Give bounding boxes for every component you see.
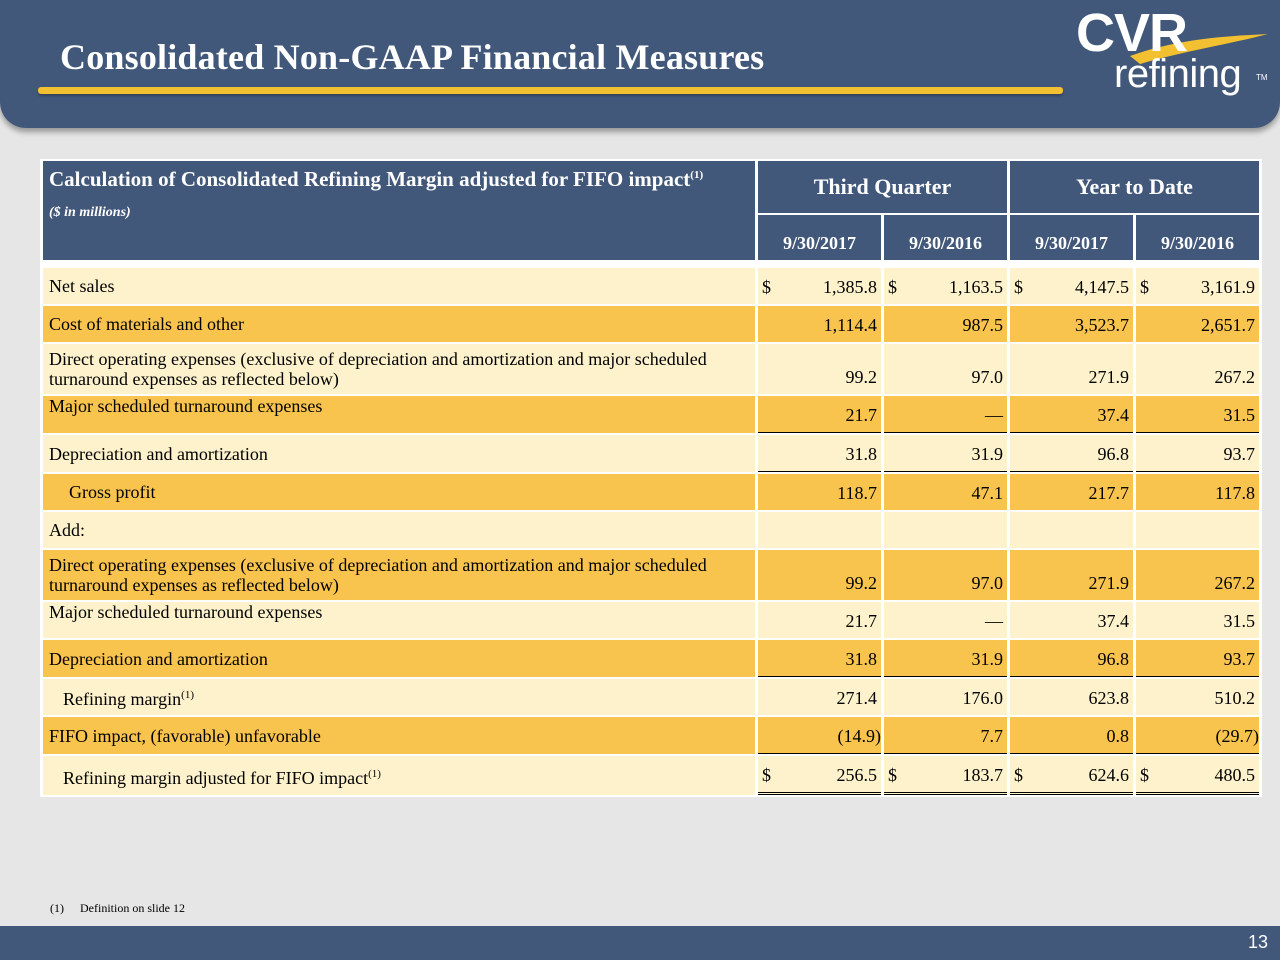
currency-symbol: $ [888, 277, 897, 297]
row-label: Refining margin$^{(1)}$ [43, 679, 755, 715]
cell-value: (14.9) [758, 717, 881, 754]
row-label: Gross profit [43, 474, 755, 510]
cell-value: 31.9 [884, 435, 1007, 472]
column-header-date: 9/30/2017 [758, 215, 881, 260]
column-group-third-quarter: Third Quarter [758, 161, 1007, 213]
currency-symbol: $ [1140, 277, 1149, 297]
cell-value: 117.8 [1136, 474, 1259, 510]
slide-header [0, 0, 1280, 135]
cell-value: 31.5 [1136, 602, 1259, 638]
title-underline [38, 87, 1063, 94]
footnote-ref: (1) [368, 767, 381, 780]
table-row [43, 679, 1259, 715]
cell-value: 93.7 [1136, 435, 1259, 472]
cell-value: 623.8 [1010, 679, 1133, 715]
cell-value [758, 512, 881, 548]
logo-trademark: TM [1256, 73, 1268, 82]
table-title: Calculation of Consolidated Refining Margin adjusted for FIFO impact [49, 167, 691, 191]
logo-wordmark-top: CVR [1076, 3, 1188, 63]
cell-value [1136, 512, 1259, 548]
column-header-date: 9/30/2017 [1010, 215, 1133, 260]
cell-value: 271.9 [1010, 550, 1133, 600]
column-group-year-to-date: Year to Date [1010, 161, 1259, 213]
currency-symbol: $ [888, 765, 897, 785]
table-row [43, 717, 1259, 754]
row-label: Depreciation and amortization [43, 435, 755, 472]
currency-symbol: $ [1014, 765, 1023, 785]
currency-symbol: $ [1140, 765, 1149, 785]
cell-value: 93.7 [1136, 640, 1259, 677]
currency-symbol: $ [1014, 277, 1023, 297]
row-label: Major scheduled turnaround expenses [43, 602, 755, 638]
footnote [50, 901, 185, 916]
cell-value: $ 624.6 [1010, 756, 1133, 795]
table-row [43, 640, 1259, 677]
row-label: FIFO impact, (favorable) unfavorable [43, 717, 755, 754]
cell-value: (29.7) [1136, 717, 1259, 754]
page-number: 13 [1247, 932, 1268, 952]
cell-value: 21.7 [758, 396, 881, 433]
table-row [43, 474, 1259, 510]
cell-value: 7.7 [884, 717, 1007, 754]
table-units: ($ in millions) [49, 205, 131, 220]
cell-value: 267.2 [1136, 344, 1259, 394]
cell-value: $ 3,161.9 [1136, 268, 1259, 304]
table-row [43, 756, 1259, 795]
table-row [43, 396, 1259, 433]
cell-value [884, 512, 1007, 548]
company-logo [1070, 3, 1270, 102]
cell-value: 96.8 [1010, 640, 1133, 677]
cell-value: 987.5 [884, 306, 1007, 342]
cell-value: 21.7 [758, 602, 881, 638]
cell-value: 99.2 [758, 550, 881, 600]
cell-value: 118.7 [758, 474, 881, 510]
cell-value: $ 183.7 [884, 756, 1007, 795]
cell-value: $ 480.5 [1136, 756, 1259, 795]
cell-value: 271.4 [758, 679, 881, 715]
table-row [43, 344, 1259, 394]
row-label: Add: [43, 512, 755, 548]
footnote-ref: (1) [181, 689, 194, 701]
cell-value: 271.9 [1010, 344, 1133, 394]
cell-value: 31.8 [758, 640, 881, 677]
cell-value: 97.0 [884, 550, 1007, 600]
row-label: Refining margin adjusted for FIFO impact$^{(1)}$ [43, 756, 755, 795]
row-label: Direct operating expenses (exclusive of depreciation and amortization and major scheduled turnaround expenses as reflected below) [43, 550, 755, 600]
refining-margin-table [40, 159, 1260, 797]
cell-value: $ 1,163.5 [884, 268, 1007, 304]
cell-value: 96.8 [1010, 435, 1133, 472]
table-row [43, 512, 1259, 548]
cell-value: 0.8 [1010, 717, 1133, 754]
cell-value: 31.9 [884, 640, 1007, 677]
row-label: Direct operating expenses (exclusive of depreciation and amortization and major scheduled turnaround expenses as reflected below) [43, 344, 755, 394]
column-header-date: 9/30/2016 [1136, 215, 1259, 260]
cell-value: 176.0 [884, 679, 1007, 715]
footnote-number: (1) [50, 901, 64, 915]
cell-value: 3,523.7 [1010, 306, 1133, 342]
cell-value: 217.7 [1010, 474, 1133, 510]
cell-value: $ 4,147.5 [1010, 268, 1133, 304]
row-label: Depreciation and amortization [43, 640, 755, 677]
cell-value: — [884, 396, 1007, 433]
cell-value: 2,651.7 [1136, 306, 1259, 342]
row-label: Major scheduled turnaround expenses [43, 396, 755, 433]
cell-value: $ 256.5 [758, 756, 881, 795]
cell-value: 267.2 [1136, 550, 1259, 600]
column-header-date: 9/30/2016 [884, 215, 1007, 260]
cell-value: 31.5 [1136, 396, 1259, 433]
footnote-text: Definition on slide 12 [80, 901, 185, 915]
currency-symbol: $ [762, 765, 771, 785]
table-row [43, 602, 1259, 638]
logo-wordmark-bottom: refining [1114, 52, 1242, 96]
cell-value: $ 1,385.8 [758, 268, 881, 304]
cell-value: 99.2 [758, 344, 881, 394]
cell-value: — [884, 602, 1007, 638]
cell-value: 37.4 [1010, 602, 1133, 638]
table-title-cell [43, 161, 755, 260]
cell-value: 510.2 [1136, 679, 1259, 715]
cell-value [1010, 512, 1133, 548]
row-label: Cost of materials and other [43, 306, 755, 342]
cell-value: 47.1 [884, 474, 1007, 510]
table-row [43, 435, 1259, 472]
currency-symbol: $ [762, 277, 771, 297]
table-row [43, 550, 1259, 600]
page-title: Consolidated Non-GAAP Financial Measures [60, 37, 765, 77]
cell-value: 97.0 [884, 344, 1007, 394]
cell-value: 31.8 [758, 435, 881, 472]
table-row [43, 268, 1259, 304]
table-title-footnote-ref: (1) [690, 169, 704, 181]
row-label: Net sales [43, 268, 755, 304]
footer-bar [0, 926, 1280, 960]
table-spacer [43, 262, 1259, 266]
cell-value: 37.4 [1010, 396, 1133, 433]
table-row [43, 306, 1259, 342]
cell-value: 1,114.4 [758, 306, 881, 342]
